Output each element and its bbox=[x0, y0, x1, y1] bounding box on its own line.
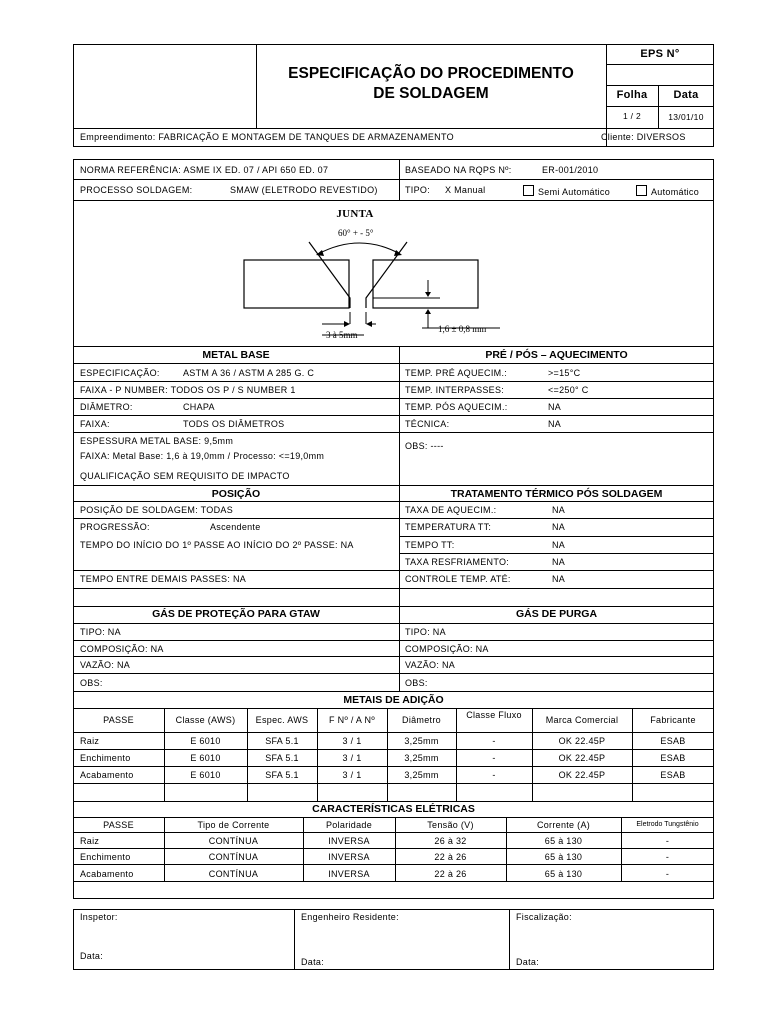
pos-l1 bbox=[73, 518, 714, 519]
eps-line3 bbox=[606, 106, 714, 107]
tt-row-label: CONTROLE TEMP. ATÉ: bbox=[405, 574, 511, 584]
metais-cell: Acabamento bbox=[80, 770, 134, 780]
metais-cell: OK 22.45P bbox=[558, 753, 606, 763]
pos-l3 bbox=[399, 553, 714, 554]
eletricas-cell: Enchimento bbox=[80, 852, 131, 862]
baseado-label: BASEADO NA RQPS Nº: bbox=[405, 165, 512, 175]
cliente: Cliente: DIVERSOS bbox=[601, 132, 686, 142]
metais-title: METAIS DE ADIÇÃO bbox=[343, 694, 444, 706]
gas-protecao-title: GÁS DE PROTEÇÃO PARA GTAW bbox=[152, 608, 320, 620]
eletricas-cell: - bbox=[665, 852, 670, 862]
metais-header: Classe (AWS) bbox=[175, 715, 236, 725]
eletricas-cell: CONTÍNUA bbox=[208, 869, 259, 879]
eps-line2 bbox=[606, 85, 714, 86]
mb-l5 bbox=[73, 432, 714, 433]
checkbox-auto[interactable] bbox=[636, 185, 699, 197]
aquecimento-title: PRÉ / PÓS – AQUECIMENTO bbox=[485, 349, 628, 361]
junta-diagram bbox=[230, 224, 530, 344]
pos-l4 bbox=[73, 570, 714, 571]
empreendimento: Empreendimento: FABRICAÇÃO E MONTAGEM DE TANQUES DE ARMAZENAMENTO bbox=[80, 132, 454, 142]
faixa-pnumber: FAIXA - P NUMBER: TODOS OS P / S NUMBER 1 bbox=[80, 385, 296, 395]
eletricas-cell: Acabamento bbox=[80, 869, 134, 879]
header-divider-bottom bbox=[73, 128, 714, 129]
qualificacao: QUALIFICAÇÃO SEM REQUISITO DE IMPACTO bbox=[80, 471, 290, 481]
eletricas-cell: INVERSA bbox=[328, 852, 370, 862]
pos-aquecim-label: TEMP. PÓS AQUECIM.: bbox=[405, 402, 508, 412]
aquecimento-obs: OBS: ---- bbox=[405, 441, 444, 451]
checkbox-semi-label: Semi Automático bbox=[538, 187, 611, 197]
progressao-label: PROGRESSÃO: bbox=[80, 522, 150, 532]
tempo-primeiro-passe: TEMPO DO INÍCIO DO 1º PASSE AO INÍCIO DO 2º PASSE: NA bbox=[80, 540, 354, 550]
checkbox-auto-label: Automático bbox=[651, 187, 700, 197]
met-l6 bbox=[73, 801, 714, 802]
tt-row-value: NA bbox=[552, 522, 566, 532]
engenheiro-label: Engenheiro Residente: bbox=[301, 912, 399, 922]
tt-row-label: TAXA RESFRIAMENTO: bbox=[405, 557, 510, 567]
metais-cell: - bbox=[492, 770, 496, 780]
tt-row-label: TAXA DE AQUECIM.: bbox=[405, 505, 497, 515]
eletricas-header: PASSE bbox=[103, 820, 134, 830]
metais-cell: ESAB bbox=[660, 770, 686, 780]
junta-gap: 3 à 5mm bbox=[326, 330, 358, 340]
pre-aquecim-label: TEMP. PRÉ AQUECIM.: bbox=[405, 368, 508, 378]
met-l3 bbox=[73, 749, 714, 750]
eletricas-cell: INVERSA bbox=[328, 836, 370, 846]
eletricas-cell: INVERSA bbox=[328, 869, 370, 879]
eletricas-cell: 22 à 26 bbox=[434, 869, 467, 879]
inspetor-data: Data: bbox=[80, 951, 104, 961]
gas-protecao-vazao: VAZÃO: NA bbox=[80, 660, 131, 670]
gas-l5 bbox=[73, 691, 714, 692]
junta-root-face: 1,6 ± 0,8 mm bbox=[438, 324, 487, 334]
tt-row-value: NA bbox=[552, 505, 566, 515]
pos-aquecim-value: NA bbox=[548, 402, 562, 412]
inspetor-label: Inspetor: bbox=[80, 912, 118, 922]
posicao-title: POSIÇÃO bbox=[211, 488, 261, 500]
metais-header: F Nº / A Nº bbox=[329, 715, 375, 725]
fiscalizacao-label: Fiscalização: bbox=[516, 912, 572, 922]
ele-l3 bbox=[73, 848, 714, 849]
eletricas-cell: - bbox=[665, 836, 670, 846]
metais-cell: 3 / 1 bbox=[342, 770, 362, 780]
metais-cell: 3 / 1 bbox=[342, 736, 362, 746]
metais-cell: E 6010 bbox=[190, 770, 221, 780]
eletricas-cell: - bbox=[665, 869, 670, 879]
faixa2-label: FAIXA: bbox=[80, 419, 110, 429]
junta-title: JUNTA bbox=[336, 208, 374, 220]
metais-header: Fabricante bbox=[650, 715, 696, 725]
gas-l2 bbox=[73, 640, 714, 641]
tratamento-title: TRATAMENTO TÉRMICO PÓS SOLDAGEM bbox=[450, 488, 663, 500]
eletricas-header: Corrente (A) bbox=[536, 820, 591, 830]
junta-bottom bbox=[73, 346, 714, 347]
eletricas-cell: 65 à 130 bbox=[544, 836, 583, 846]
tempo-demais-passes: TEMPO ENTRE DEMAIS PASSES: NA bbox=[80, 574, 247, 584]
metais-cell: Enchimento bbox=[80, 753, 131, 763]
metais-cell: E 6010 bbox=[190, 736, 221, 746]
diametro-value: CHAPA bbox=[183, 402, 215, 412]
metais-cell: Raiz bbox=[80, 736, 100, 746]
metais-cell: ESAB bbox=[660, 736, 686, 746]
eletricas-header: Tipo de Corrente bbox=[197, 820, 270, 830]
ele-l1 bbox=[73, 817, 714, 818]
met-l2 bbox=[73, 732, 714, 733]
sig-v1 bbox=[294, 909, 295, 970]
pre-aquecim-value: >=15°C bbox=[548, 368, 581, 378]
tt-row-value: NA bbox=[552, 574, 566, 584]
tt-row-value: NA bbox=[552, 540, 566, 550]
tt-row-label: TEMPERATURA TT: bbox=[405, 522, 492, 532]
metais-cell: - bbox=[492, 736, 496, 746]
doc-title-line2: DE SOLDAGEM bbox=[373, 85, 489, 102]
gas-l3 bbox=[73, 656, 714, 657]
metais-cell: OK 22.45P bbox=[558, 736, 606, 746]
checkbox-auto-box[interactable] bbox=[636, 185, 647, 196]
metais-cell: ESAB bbox=[660, 753, 686, 763]
norma-referencia: NORMA REFERÊNCIA: ASME IX ED. 07 / API 650 ED. 07 bbox=[80, 165, 329, 175]
ele-l5 bbox=[73, 881, 714, 882]
interpasses-label: TEMP. INTERPASSES: bbox=[405, 385, 505, 395]
pos-l5 bbox=[73, 588, 714, 589]
met-l5 bbox=[73, 783, 714, 784]
metais-header: Marca Comercial bbox=[545, 715, 619, 725]
pos-l2 bbox=[399, 536, 714, 537]
metais-cell: 3,25mm bbox=[404, 736, 439, 746]
eletricas-title: CARACTERÍSTICAS ELÉTRICAS bbox=[312, 803, 475, 815]
checkbox-semi-box[interactable] bbox=[523, 185, 534, 196]
engenheiro-data: Data: bbox=[301, 957, 325, 967]
sig-v2 bbox=[509, 909, 510, 970]
checkbox-semi[interactable] bbox=[523, 185, 610, 197]
metais-cell: 3 / 1 bbox=[342, 753, 362, 763]
gas-purga-composicao: COMPOSIÇÃO: NA bbox=[405, 644, 489, 654]
metais-cell: SFA 5.1 bbox=[265, 770, 299, 780]
metais-cell: OK 22.45P bbox=[558, 770, 606, 780]
eletricas-cell: CONTÍNUA bbox=[208, 836, 259, 846]
data-label: Data bbox=[673, 89, 699, 101]
metais-header: Classe Fluxo bbox=[466, 710, 522, 720]
tipo-manual: X Manual bbox=[445, 185, 486, 195]
ele-l4 bbox=[73, 864, 714, 865]
gas-protecao-tipo: TIPO: NA bbox=[80, 627, 121, 637]
metal-base-title: METAL BASE bbox=[202, 349, 270, 361]
mb-l2 bbox=[73, 381, 714, 382]
metais-header: PASSE bbox=[103, 715, 134, 725]
junta-angle: 60° + - 5° bbox=[338, 228, 374, 238]
espessura-faixa: FAIXA: Metal Base: 1,6 à 19,0mm / Processo: <=19,0mm bbox=[80, 451, 325, 461]
metais-cell: SFA 5.1 bbox=[265, 753, 299, 763]
folha-value: 1 / 2 bbox=[622, 111, 642, 121]
baseado-value: ER-001/2010 bbox=[542, 165, 599, 175]
eletricas-cell: CONTÍNUA bbox=[208, 852, 259, 862]
metais-cell: SFA 5.1 bbox=[265, 736, 299, 746]
gas-purga-obs: OBS: bbox=[405, 678, 428, 688]
eletricas-cell: 22 à 26 bbox=[434, 852, 467, 862]
folha-label: Folha bbox=[616, 89, 648, 101]
doc-title-line1: ESPECIFICAÇÃO DO PROCEDIMENTO bbox=[288, 65, 574, 82]
mb-div bbox=[399, 346, 400, 606]
gen-line1 bbox=[73, 179, 714, 180]
faixa2-value: TODS OS DIÂMETROS bbox=[183, 419, 285, 429]
metais-header: Diâmetro bbox=[402, 715, 441, 725]
eletricas-cell: Raiz bbox=[80, 836, 100, 846]
espessura: ESPESSURA METAL BASE: 9,5mm bbox=[80, 436, 234, 446]
mb-l6 bbox=[73, 485, 714, 486]
eletricas-header: Eletrodo Tungstênio bbox=[636, 821, 699, 828]
data-value: 13/01/10 bbox=[668, 112, 704, 122]
gas-purga-vazao: VAZÃO: NA bbox=[405, 660, 456, 670]
eletricas-cell: 65 à 130 bbox=[544, 852, 583, 862]
especificacao-value: ASTM A 36 / ASTM A 285 G. C bbox=[183, 368, 315, 378]
met-l1 bbox=[73, 708, 714, 709]
pos-l6 bbox=[73, 606, 714, 607]
gas-purga-title: GÁS DE PURGA bbox=[515, 608, 598, 620]
tecnica-value: NA bbox=[548, 419, 562, 429]
interpasses-value: <=250° C bbox=[548, 385, 589, 395]
mb-l3 bbox=[73, 398, 714, 399]
mb-l1 bbox=[73, 363, 714, 364]
gas-l1 bbox=[73, 623, 714, 624]
processo-label: PROCESSO SOLDAGEM: bbox=[80, 185, 193, 195]
mb-l7 bbox=[73, 501, 714, 502]
metais-cell: 3,25mm bbox=[404, 753, 439, 763]
especificacao-label: ESPECIFICAÇÃO: bbox=[80, 368, 160, 378]
mb-l4 bbox=[73, 415, 714, 416]
eps-line1 bbox=[606, 64, 714, 65]
tipo-label: TIPO: bbox=[405, 185, 431, 195]
eps-label: EPS N° bbox=[640, 48, 680, 60]
tecnica-label: TÉCNICA: bbox=[405, 419, 450, 429]
gas-protecao-obs: OBS: bbox=[80, 678, 103, 688]
eletricas-cell: 26 à 32 bbox=[434, 836, 467, 846]
fiscalizacao-data: Data: bbox=[516, 957, 540, 967]
metais-header: Espec. AWS bbox=[255, 715, 309, 725]
processo-value: SMAW (ELETRODO REVESTIDO) bbox=[230, 185, 378, 195]
tt-row-label: TEMPO TT: bbox=[405, 540, 455, 550]
progressao-value: Ascendente bbox=[210, 522, 261, 532]
tt-row-value: NA bbox=[552, 557, 566, 567]
eletricas-header: Polaridade bbox=[325, 820, 373, 830]
eletricas-header: Tensão (V) bbox=[427, 820, 474, 830]
posicao-soldagem: POSIÇÃO DE SOLDAGEM: TODAS bbox=[80, 505, 234, 515]
eletricas-cell: 65 à 130 bbox=[544, 869, 583, 879]
diametro-label: DIÂMETRO: bbox=[80, 402, 133, 412]
metais-cell: 3,25mm bbox=[404, 770, 439, 780]
met-l4 bbox=[73, 766, 714, 767]
gen-line2 bbox=[73, 200, 714, 201]
metais-cell: E 6010 bbox=[190, 753, 221, 763]
metais-cell: - bbox=[492, 753, 496, 763]
gas-l4 bbox=[73, 673, 714, 674]
ele-l2 bbox=[73, 832, 714, 833]
gas-purga-tipo: TIPO: NA bbox=[405, 627, 446, 637]
gas-protecao-composicao: COMPOSIÇÃO: NA bbox=[80, 644, 164, 654]
